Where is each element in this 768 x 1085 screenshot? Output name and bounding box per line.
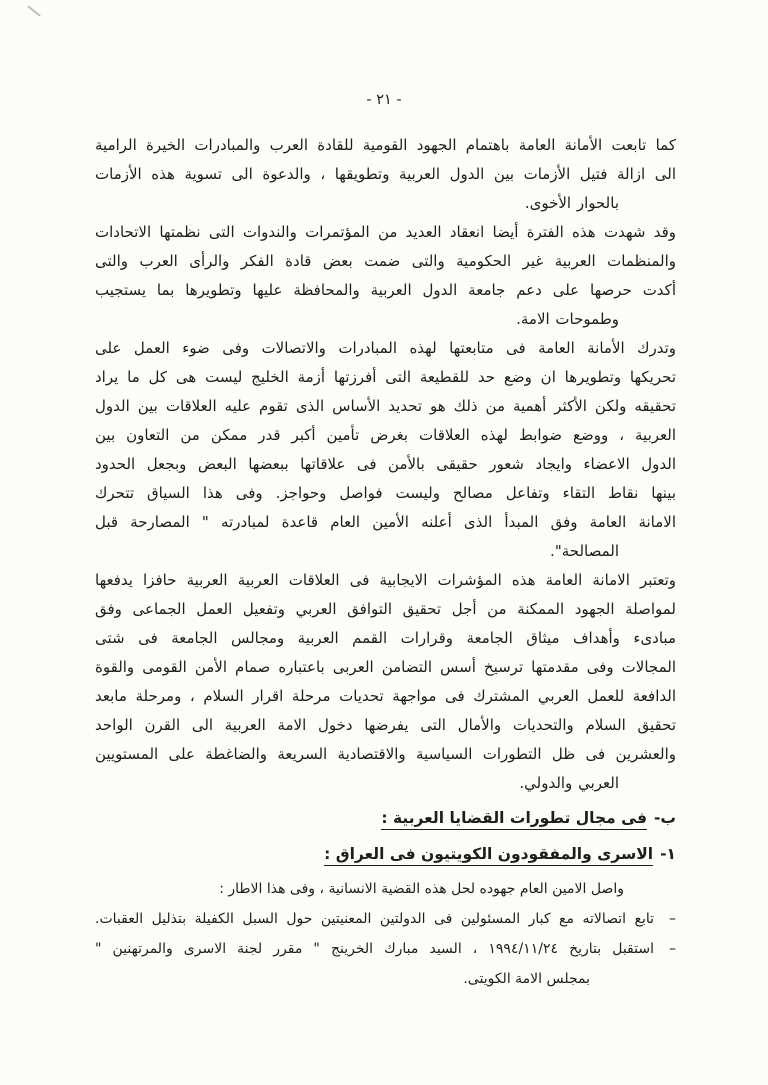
text-line: المصالحة". xyxy=(550,542,619,560)
text-line: العربي والدولي. xyxy=(519,774,619,792)
paragraph-3 xyxy=(95,334,676,566)
text-line: الدول الاعضاء وايجاد شعور حقيقى بالأمن فى علاقاتها ببعضها البعض وبجعل الحدود xyxy=(95,455,676,473)
text-line: بينها نقاط التقاء وتفاعل مصالح وليست فواصل وحواجز. وفى هذا السياق تتحرك xyxy=(95,484,676,502)
section-number: ١- xyxy=(660,845,676,863)
document-body xyxy=(95,131,676,994)
paragraph-4 xyxy=(95,566,676,798)
text-line: وطموحات الامة. xyxy=(516,310,619,328)
text-line: مبادىء وأهداف ميثاق الجامعة وقرارات القمم العربية ومجالس الجامعة فى شتى xyxy=(95,629,676,647)
list-item xyxy=(95,904,676,934)
paragraph-2 xyxy=(95,218,676,334)
list-intro: واصل الامين العام جهوده لحل هذه القضية الانسانية ، وفى هذا الاطار : xyxy=(219,881,624,897)
list-item-text xyxy=(95,934,654,994)
text-line: تحقيقه ولكن الأكثر أهمية من ذلك هو تحديد الأساس الذى تقوم عليه العلاقات بين الدول xyxy=(95,397,676,415)
paragraph-1 xyxy=(95,131,676,218)
page-number: - ٢١ - xyxy=(366,92,402,108)
text-line: المجالات وفى مقدمتها ترسيخ أسس التضامن العربى باعتباره صمام الأمن القومى والقوة xyxy=(95,658,676,676)
text-line: العربية ، ووضع ضوابط لهذه العلاقات بغرض تأمين أكبر قدر ممكن من التعاون بين xyxy=(95,426,676,444)
section-heading-b xyxy=(95,803,676,834)
text-line: أكدت حرصها على دعم جامعة الدول العربية والمحافظة عليها وتطويرها بما يستجيب xyxy=(95,281,676,299)
list-item xyxy=(95,934,676,994)
text-line: وقد شهدت هذه الفترة أيضا انعقاد العديد من المؤتمرات والندوات التى نظمتها الاتحادات xyxy=(95,223,676,241)
text-line: لمواصلة الجهود الممكنة من أجل تحقيق التوافق العربي وتفعيل العمل الجماعى وفق xyxy=(95,600,676,618)
section-title: فى مجال تطورات القضايا العربية : xyxy=(381,809,647,830)
section-title: الاسرى والمفقودون الكويتيون فى العراق : xyxy=(324,845,653,866)
text-line: كما تابعت الأمانة العامة باهتمام الجهود القومية للقادة العرب والمبادرات الخيرة الرامية xyxy=(95,136,676,154)
text-line: والمنظمات العربية غير الحكومية والتى ضمت بعض قادة الفكر والرأى العرب والتى xyxy=(95,252,676,270)
scan-artifact-mark xyxy=(27,5,41,16)
text-line: الامانة العامة وفق المبدأ الذى أعلنه الأمين العام قاعدة لمبادرته " المصارحة قبل xyxy=(95,513,676,531)
text-line: تحريكها وتطويرها ان وضع حد للقطيعة التى أفرزتها أزمة الخليج ليست هى كل ما يراد xyxy=(95,368,676,386)
text-line: تحقيق السلام والتحديات والأمال التى يفرضها دخول الامة العربية الى القرن الواحد xyxy=(95,716,676,734)
text-line: تابع اتصالاته مع كبار المسئولين فى الدولتين المعنيتين حول السبل الكفيلة بتذليل العقبات. xyxy=(95,911,654,927)
dash-bullet: – xyxy=(669,941,676,957)
text-line: وتدرك الأمانة العامة فى متابعتها لهذه المبادرات والاتصالات وفى ضوء العمل على xyxy=(95,339,676,357)
dash-bullet: – xyxy=(669,911,676,927)
text-line: والعشرين فى ظل التطورات السياسية والاقتصادية السريعة والضاغطة على المستويين xyxy=(95,745,676,763)
text-line: استقبل بتاريخ ١٩٩٤/١١/٢٤ ، السيد مبارك الخرينج " مقرر لجنة الاسرى والمرتهنين " xyxy=(95,941,654,957)
text-line: الى ازالة فتيل الأزمات بين الدول العربية وتطويقها ، والدعوة الى تسوية هذه الأزمات xyxy=(95,165,676,183)
list-item-text xyxy=(95,904,654,934)
section-heading-1 xyxy=(95,839,676,870)
text-line: بمجلس الامة الكويتى. xyxy=(463,971,590,987)
text-line: وتعتبر الامانة العامة هذه المؤشرات الايجابية فى العلاقات العربية العربية حافزا يدفعها xyxy=(95,571,676,589)
section-letter: ب- xyxy=(653,809,676,827)
text-line: بالحوار الأخوى. xyxy=(524,194,619,212)
text-line: الدافعة للعمل العربي المشترك فى مواجهة تحديات مرحلة اقرار السلام ، ومرحلة مابعد xyxy=(95,687,676,705)
